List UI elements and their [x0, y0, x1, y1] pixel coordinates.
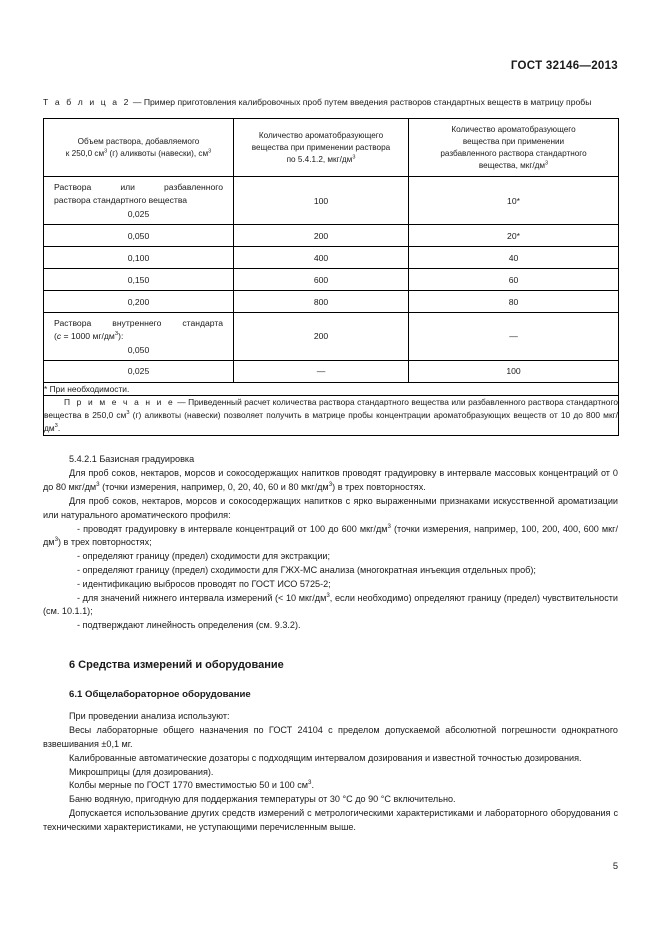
sup-three: 3 — [114, 331, 119, 338]
table-caption-dash: — — [132, 97, 142, 107]
table-caption-text: Пример приготовления калибровочных проб путем введения растворов стандартных веществ в матрицу пробы — [143, 97, 592, 107]
bullet-outlier-identification: - идентификацию выбросов проводят по ГОСТ ИСО 5725-2; — [77, 578, 331, 589]
note-text-b: (г) аликвоты (навески) позволяет получить в матрице пробы концентрации ароматобразующих веществ от 10 до 800 мкг/дм — [44, 410, 618, 434]
table-row — [44, 313, 619, 361]
para-1a: Для проб соков, нектаров, морсов и сокосодержащих напитков проводят градуировку в интервале массовых концентраций от 0 до 80 мкг/дм — [43, 468, 618, 493]
sup-three: 3 — [54, 536, 58, 544]
sup-three: 3 — [328, 481, 333, 489]
sup-three: 3 — [104, 148, 108, 155]
header2-line3a: по 5.4.1.2, мкг/дм — [286, 154, 353, 164]
group2-label-cell — [44, 313, 234, 361]
sup-three: 3 — [326, 591, 330, 599]
note-label: П р и м е ч а н и е — [64, 397, 175, 408]
row-qty-diluted: — — [409, 313, 619, 361]
paragraph-basis-calibration — [43, 467, 618, 495]
calibration-samples-table — [43, 118, 619, 436]
row-volume: 0,050 — [44, 225, 234, 247]
row-qty-solution: — — [234, 360, 409, 382]
page-number: 5 — [612, 861, 618, 871]
row-qty-solution: 200 — [234, 225, 409, 247]
row-volume: 0,200 — [44, 291, 234, 313]
paragraph-dispensers: Калиброванные автоматические дозаторы с подходящим интервалом дозирования и известной точностью дозирования. — [69, 752, 582, 763]
section-6-heading: 6 Средства измерений и оборудование — [69, 659, 284, 672]
note-dash: — — [177, 397, 186, 408]
note-text-a: Приведенный расчет количества раствора стандартного вещества или разбавленного раствора стандартного вещества в 250,0 см — [44, 397, 618, 421]
row-qty-diluted: 60 — [409, 269, 619, 291]
row-qty-solution: 600 — [234, 269, 409, 291]
note-text-c: . — [57, 423, 61, 434]
header1-line2b: (г) аликвоты (навески), см — [107, 148, 209, 158]
header2-line1: Количество ароматобразующего — [258, 131, 384, 141]
para-1b: (точки измерения, например, 0, 20, 40, 60 и 80 мкг/дм — [99, 482, 329, 493]
group2-label-line2c: = 1000 мг/дм — [61, 331, 115, 342]
paragraph-alternative-equipment: Допускается использование других средств измерений с метрологическими характеристиками и лабораторного оборудования с техническими характеристиками, не уступающими перечисленным выше. — [43, 808, 618, 832]
header3-line2: вещества при применении — [462, 137, 565, 147]
table-body — [44, 177, 619, 436]
bullet-5a: - для значений нижнего интервала измерений (< 10 мкг/дм — [77, 592, 327, 603]
bullet-linearity-confirmation: - подтверждают линейность определения (см. 9.3.2). — [77, 620, 301, 631]
header2-line2: вещества при применении раствора — [251, 143, 391, 152]
group1-label-line2: раствора стандартного вещества — [54, 195, 188, 206]
paragraph-flasks — [43, 779, 618, 793]
table-row — [44, 177, 619, 225]
table-caption — [43, 96, 618, 108]
row-qty-diluted: 10* — [409, 177, 619, 225]
bullet-1a: - проводят градуировку в интервале концентраций от 100 до 600 мкг/дм — [77, 523, 388, 534]
paragraph-lab-scales: Весы лабораторные общего назначения по ГОСТ 24104 с пределом допускаемой абсолютной погрешности однократного взвешивания ±0,1 мг. — [43, 725, 618, 749]
header1-line2a: к 250,0 см — [65, 148, 105, 158]
sup-three: 3 — [208, 148, 212, 155]
paragraph-analysis-intro: При проведении анализа используют: — [69, 711, 230, 722]
table-row — [44, 225, 619, 247]
group1-label-line1: Раствора или разбавленного — [54, 182, 223, 193]
row-volume: 0,100 — [44, 247, 234, 269]
table-note — [44, 396, 619, 436]
table-row — [44, 291, 619, 313]
row-qty-diluted: 100 — [409, 360, 619, 382]
bullet-sensitivity-limit — [43, 592, 618, 620]
table-note-row — [44, 396, 619, 436]
group1-label-cell — [44, 177, 234, 225]
bullet-extraction-repeatability: - определяют границу (предел) сходимости для экстракции; — [77, 551, 331, 562]
column-header-qty-solution — [234, 119, 409, 177]
paragraph-flavored-samples: Для проб соков, нектаров, морсов и сокосодержащих напитков с ярко выраженными признаками искусственной ароматизации или натурального ароматического профиля: — [43, 495, 618, 520]
sup-three: 3 — [126, 410, 130, 417]
group2-label-line2d: ): — [118, 331, 124, 342]
subsection-61-heading: 6.1 Общелабораторное оборудование — [69, 688, 251, 700]
table-footnote-row — [44, 382, 619, 396]
row-qty-diluted: 80 — [409, 291, 619, 313]
table-row — [44, 269, 619, 291]
table-note-paragraph — [44, 396, 618, 435]
row-volume: 0,050 — [127, 344, 150, 355]
page-header — [43, 60, 618, 72]
row-qty-solution: 800 — [234, 291, 409, 313]
sup-three: 3 — [387, 522, 391, 530]
row-qty-solution: 400 — [234, 247, 409, 269]
bullet-1b: (точки измерения, например, 100, 200, 400, 600 мкг/дм — [43, 523, 618, 548]
column-header-qty-diluted — [409, 119, 619, 177]
standard-number: ГОСТ 32146—2013 — [510, 60, 618, 72]
column-header-volume — [44, 119, 234, 177]
table-row — [44, 247, 619, 269]
bullet-1c: ) в трех повторностях; — [58, 537, 152, 548]
sup-three: 3 — [545, 160, 549, 167]
sup-three: 3 — [308, 779, 312, 787]
row-qty-solution: 100 — [234, 177, 409, 225]
para-1c: ) в трех повторностях. — [332, 482, 426, 493]
row-volume: 0,150 — [44, 269, 234, 291]
clause-5421-heading: 5.4.2.1 Базисная градуировка — [69, 454, 195, 465]
bullet-calibration-range — [43, 523, 618, 551]
header3-line4a: вещества, мкг/дм — [478, 160, 545, 170]
group2-label-line2a: ( — [54, 331, 57, 342]
header3-line3: разбавленного раствора стандартного — [440, 148, 587, 158]
paragraph-microsyringes: Микрошприцы (для дозирования). — [69, 766, 214, 777]
table-footnote: * При необходимости. — [44, 382, 619, 396]
page-content — [43, 96, 618, 835]
row-qty-diluted: 20* — [409, 225, 619, 247]
concentration-symbol: c — [56, 331, 62, 342]
group2-label-line1: Раствора внутреннего стандарта — [54, 318, 223, 329]
row-qty-diluted: 40 — [409, 247, 619, 269]
sup-three: 3 — [96, 481, 100, 489]
para-7a: Колбы мерные по ГОСТ 1770 вместимостью 50 и 100 см — [69, 780, 309, 791]
bullet-5b: , если необходимо) определяют границу (предел) чувствительности (см. 10.1.1); — [43, 592, 618, 617]
header1-line1: Объем раствора, добавляемого — [77, 137, 200, 147]
row-volume: 0,025 — [44, 360, 234, 382]
bullet-gcms-repeatability: - определяют границу (предел) сходимости для ГЖХ-МС анализа (многократная инъекция отдельных проб); — [77, 564, 536, 575]
row-volume: 0,025 — [127, 209, 150, 220]
table-caption-label: Т а б л и ц а 2 — [43, 97, 131, 107]
table-row — [44, 360, 619, 382]
row-qty-solution: 200 — [234, 313, 409, 361]
para-7b: . — [311, 780, 314, 791]
table-head — [44, 119, 619, 177]
sup-three: 3 — [54, 423, 58, 430]
table-header-row — [44, 119, 619, 177]
sup-three: 3 — [352, 154, 356, 161]
paragraph-water-bath: Баню водяную, пригодную для поддержания температуры от 30 °С до 90 °С включительно. — [69, 794, 456, 805]
header3-line1: Количество ароматобразующего — [451, 125, 576, 135]
body-text — [43, 453, 618, 834]
